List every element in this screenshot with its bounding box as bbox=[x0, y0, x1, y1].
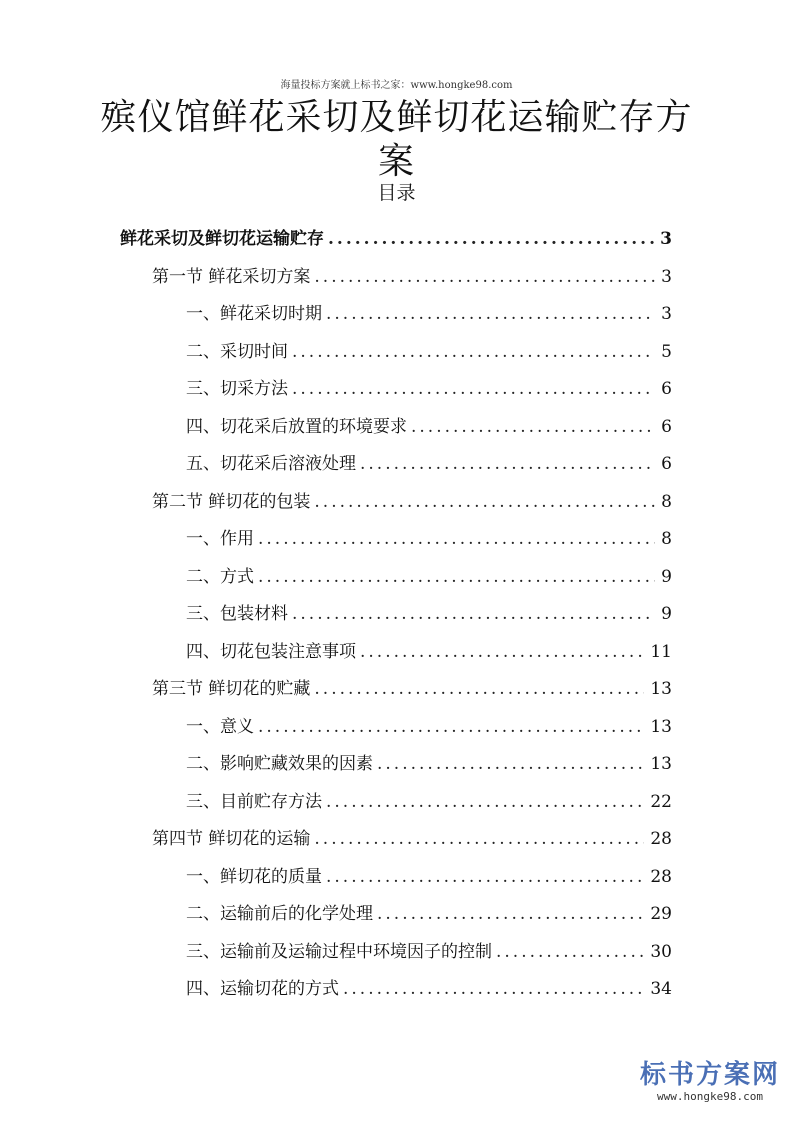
toc-entry-page: 6 bbox=[661, 454, 672, 474]
toc-entry-page: 3 bbox=[661, 266, 672, 287]
toc-leader-dots bbox=[314, 265, 655, 289]
toc-entry-label: 一、作用 bbox=[186, 529, 254, 549]
toc-leader-dots bbox=[377, 902, 644, 926]
toc-entry[interactable] bbox=[152, 671, 672, 701]
toc-heading: 目录 bbox=[377, 182, 416, 204]
toc-entry[interactable] bbox=[186, 934, 672, 964]
toc-entry-label: 第一节 鲜花采切方案 bbox=[152, 266, 311, 287]
toc-entry-label: 二、采切时间 bbox=[186, 341, 288, 362]
toc-entry-label: 三、包装材料 bbox=[186, 604, 288, 624]
toc-entry-page: 30 bbox=[650, 941, 672, 962]
toc-entry-label: 三、运输前及运输过程中环境因子的控制 bbox=[186, 941, 492, 962]
toc-leader-dots bbox=[326, 790, 644, 814]
toc-entry-page: 29 bbox=[650, 904, 672, 924]
toc-entry[interactable] bbox=[186, 446, 672, 476]
toc-entry-page: 13 bbox=[650, 679, 672, 699]
toc-entry-label: 鲜花采切及鲜切花运输贮存 bbox=[120, 229, 324, 249]
toc-entry-label: 二、影响贮藏效果的因素 bbox=[186, 754, 373, 774]
toc-entry-page: 8 bbox=[661, 529, 672, 549]
toc-entry[interactable] bbox=[186, 746, 672, 776]
toc-leader-dots bbox=[314, 677, 644, 701]
toc-entry-page: 13 bbox=[650, 754, 672, 774]
toc-entry-page: 8 bbox=[661, 491, 672, 512]
logo-text: 标书方案网 bbox=[640, 1060, 781, 1090]
toc-entry[interactable] bbox=[186, 596, 672, 626]
toc-entry[interactable] bbox=[186, 521, 672, 551]
toc-entry-page: 3 bbox=[660, 229, 672, 249]
toc-entry[interactable] bbox=[152, 259, 672, 289]
toc-leader-dots bbox=[326, 302, 655, 326]
toc-entry-label: 五、切花采后溶液处理 bbox=[186, 454, 356, 474]
toc-entry-label: 三、目前贮存方法 bbox=[186, 791, 322, 812]
toc-leader-dots bbox=[360, 452, 655, 476]
toc-leader-dots bbox=[360, 640, 644, 664]
toc-leader-dots bbox=[343, 977, 644, 1001]
toc-entry[interactable] bbox=[186, 409, 672, 439]
toc-entry-label: 四、运输切花的方式 bbox=[186, 979, 339, 999]
toc-entry-label: 第四节 鲜切花的运输 bbox=[152, 829, 311, 849]
toc-entry-page: 6 bbox=[661, 379, 672, 399]
toc-leader-dots bbox=[258, 527, 655, 551]
toc-leader-dots bbox=[377, 752, 644, 776]
toc-entry[interactable] bbox=[186, 371, 672, 401]
toc-entry-label: 一、鲜花采切时期 bbox=[186, 304, 322, 324]
logo-url: www.hongke98.com bbox=[657, 1090, 763, 1103]
toc-entry-label: 四、切花采后放置的环境要求 bbox=[186, 416, 407, 437]
toc-leader-dots bbox=[292, 377, 655, 401]
toc-entry[interactable] bbox=[152, 484, 672, 514]
toc-entry[interactable] bbox=[152, 821, 672, 851]
toc-leader-dots bbox=[258, 715, 644, 739]
toc-entry[interactable] bbox=[186, 559, 672, 589]
toc-entry[interactable] bbox=[186, 296, 672, 326]
toc-entry[interactable] bbox=[120, 221, 672, 251]
toc-entry-page: 3 bbox=[661, 304, 672, 324]
toc-entry-label: 四、切花包装注意事项 bbox=[186, 641, 356, 662]
toc-leader-dots bbox=[314, 827, 644, 851]
toc-leader-dots bbox=[292, 602, 655, 626]
toc-entry-page: 9 bbox=[661, 604, 672, 624]
toc-leader-dots bbox=[496, 940, 644, 964]
header-note: 海量投标方案就上标书之家：www.hongke98.com bbox=[280, 80, 513, 91]
toc-entry[interactable] bbox=[186, 784, 672, 814]
toc-entry-label: 一、意义 bbox=[186, 716, 254, 737]
toc-entry-label: 第三节 鲜切花的贮藏 bbox=[152, 679, 311, 699]
document-title: 殡仪馆鲜花采切及鲜切花运输贮存方案 bbox=[100, 97, 693, 182]
toc-entry-page: 9 bbox=[661, 566, 672, 587]
toc-entry-page: 22 bbox=[650, 791, 672, 812]
toc-entry-page: 6 bbox=[661, 416, 672, 437]
toc-leader-dots bbox=[326, 865, 644, 889]
toc-entry-label: 二、运输前后的化学处理 bbox=[186, 904, 373, 924]
toc-entry-page: 28 bbox=[650, 829, 672, 849]
toc-entry-page: 5 bbox=[661, 341, 672, 362]
toc-entry-page: 13 bbox=[650, 716, 672, 737]
toc-entry[interactable] bbox=[186, 859, 672, 889]
toc-entry-label: 二、方式 bbox=[186, 566, 254, 587]
toc-entry[interactable] bbox=[186, 896, 672, 926]
toc-entry-label: 三、切采方法 bbox=[186, 379, 288, 399]
watermark-logo bbox=[640, 1060, 780, 1103]
toc-entry-label: 一、鲜切花的质量 bbox=[186, 866, 322, 887]
toc-leader-dots bbox=[292, 340, 655, 364]
toc-entry[interactable] bbox=[186, 334, 672, 364]
toc-entry-label: 第二节 鲜切花的包装 bbox=[152, 491, 311, 512]
toc-leader-dots bbox=[328, 227, 654, 251]
toc-entry[interactable] bbox=[186, 634, 672, 664]
toc-entry-page: 28 bbox=[650, 866, 672, 887]
toc-entry[interactable] bbox=[186, 971, 672, 1001]
toc-leader-dots bbox=[411, 415, 655, 439]
toc-leader-dots bbox=[314, 490, 655, 514]
toc-leader-dots bbox=[258, 565, 655, 589]
toc-entry-page: 34 bbox=[650, 979, 672, 999]
toc-entry-page: 11 bbox=[650, 641, 672, 662]
toc-entry[interactable] bbox=[186, 709, 672, 739]
